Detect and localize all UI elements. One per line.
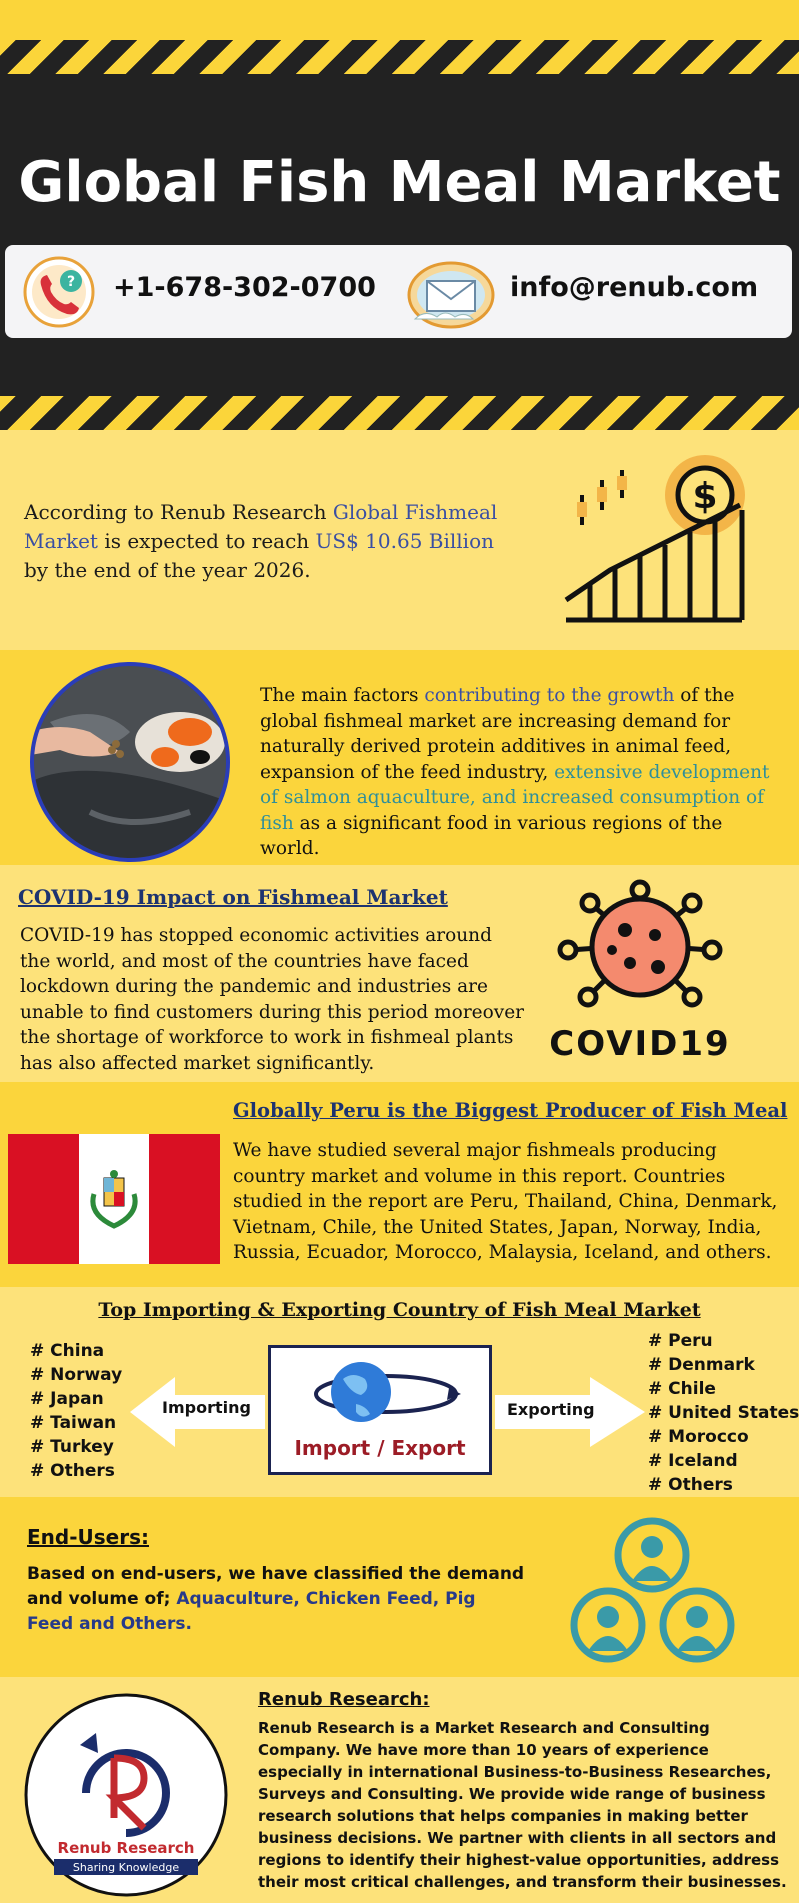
logo-tagline: Sharing Knowledge: [72, 1861, 180, 1874]
hazard-stripes-top: [0, 40, 799, 74]
intro-text-3: by the end of the year 2026.: [24, 558, 311, 582]
importer-item: # Japan: [30, 1389, 104, 1409]
phone-number[interactable]: +1-678-302-0700: [113, 272, 376, 303]
hazard-stripes-bottom: [0, 396, 799, 430]
exporter-item: # Morocco: [648, 1427, 749, 1447]
importer-item: # Taiwan: [30, 1413, 117, 1433]
end-users-highlight: Aquaculture, Chicken Feed, Pig Feed and Others.: [27, 1589, 476, 1634]
covid-section: [0, 865, 799, 1082]
growth-text-2: of the global fishmeal market are increasing demand for naturally derived protein additives in animal feed, expansion of the feed industry,: [260, 685, 735, 783]
covid-heading: COVID-19 Impact on Fishmeal Market: [18, 885, 448, 909]
email-address[interactable]: info@renub.com: [510, 272, 759, 303]
importer-item: # Others: [30, 1461, 115, 1481]
peru-text: We have studied several major fishmeals producing country market and volume in this report. Countries studied in the report are Peru, Thailand, China, Denmark, Vietnam, Chile, the United States, Japan, Norway, India, Russia, Ecuador, Morocco, Malaysia, Iceland, and others.: [233, 1140, 778, 1263]
svg-text:?: ?: [66, 274, 76, 290]
end-users-text-1: Based on end-users, we have classified the demand and volume of;: [27, 1564, 525, 1609]
importing-label: Importing: [162, 1398, 251, 1417]
exporter-item: # Denmark: [648, 1355, 755, 1375]
growth-highlight-1: contributing to the growth: [424, 685, 675, 706]
top-band: [0, 0, 799, 40]
email-icon: [405, 251, 497, 331]
end-users-heading: End-Users:: [27, 1525, 149, 1549]
phone-icon: [19, 255, 99, 329]
peru-heading: Globally Peru is the Biggest Producer of Fish Meal: [233, 1099, 788, 1122]
growth-factors-section: [0, 650, 799, 865]
intro-market-value: US$ 10.65 Billion: [315, 529, 494, 553]
end-users-text: [27, 1562, 527, 1637]
exporter-item: # Iceland: [648, 1451, 738, 1471]
import-export-label: Import / Export: [294, 1436, 466, 1460]
exporter-item: # Others: [648, 1475, 733, 1495]
covid-text: COVID-19 has stopped economic activities around the world, and most of the countries have faced lockdown during the pandemic and industries are unable to find customers during this period moreover the shortage of workforce to work in fishmeal plants has also affected market significantly.: [20, 925, 524, 1074]
renub-text: Renub Research is a Market Research and Consulting Company. We have more than 10 years of experience especially in international Business-to-Business Researches, Surveys and Consulting. We provide wide range of business research solutions that helps companies in making better business decisions. We partner with clients in all sectors and regions to identify their highest-value opportunities, address their most critical challenges, and transform their businesses.: [258, 1719, 787, 1891]
intro-text-1: According to Renub Research: [24, 500, 333, 524]
exporter-item: # Chile: [648, 1379, 716, 1399]
renub-logo: [24, 1693, 229, 1898]
trade-heading: Top Importing & Exporting Country of Fish Meal Market: [98, 1299, 701, 1321]
page-title: Global Fish Meal Market: [18, 150, 781, 215]
intro-section: [0, 430, 799, 650]
renub-section: [0, 1677, 799, 1903]
koi-feeding-photo: [30, 662, 230, 862]
growth-text-3: as a significant food in various regions of the world.: [260, 812, 723, 859]
growth-chart-icon: [560, 450, 760, 630]
importer-item: # Turkey: [30, 1437, 114, 1457]
import-export-graphic: [268, 1345, 492, 1475]
exporter-item: # Peru: [648, 1331, 713, 1351]
peru-flag: [8, 1134, 220, 1264]
growth-text-1: The main factors: [260, 685, 425, 706]
header-banner: [0, 0, 799, 430]
importers-list: [30, 1339, 122, 1483]
trade-section: [0, 1287, 799, 1497]
covid-icon-label: COVID19: [549, 1024, 731, 1064]
exporters-list: [648, 1329, 799, 1497]
svg-text:$: $: [692, 476, 718, 517]
users-group-icon: [570, 1515, 735, 1665]
intro-text: [24, 498, 524, 585]
intro-market-link[interactable]: Global Fishmeal Market: [24, 500, 498, 553]
importer-item: # Norway: [30, 1365, 123, 1385]
contact-bar: [5, 245, 792, 338]
growth-highlight-2: extensive development of salmon aquaculture, and increased consumption of fish: [260, 761, 770, 834]
intro-text-2: is expected to reach: [97, 529, 316, 553]
growth-text: [260, 683, 785, 862]
virus-icon: [540, 875, 740, 1065]
exporter-item: # United States: [648, 1403, 799, 1423]
importer-item: # China: [30, 1341, 105, 1361]
logo-name: Renub Research: [57, 1839, 195, 1857]
exporting-label: Exporting: [507, 1400, 595, 1419]
renub-heading: Renub Research:: [258, 1689, 430, 1710]
end-users-section: [0, 1497, 799, 1677]
globe-icon: [301, 1354, 461, 1434]
peru-section: [0, 1082, 799, 1287]
